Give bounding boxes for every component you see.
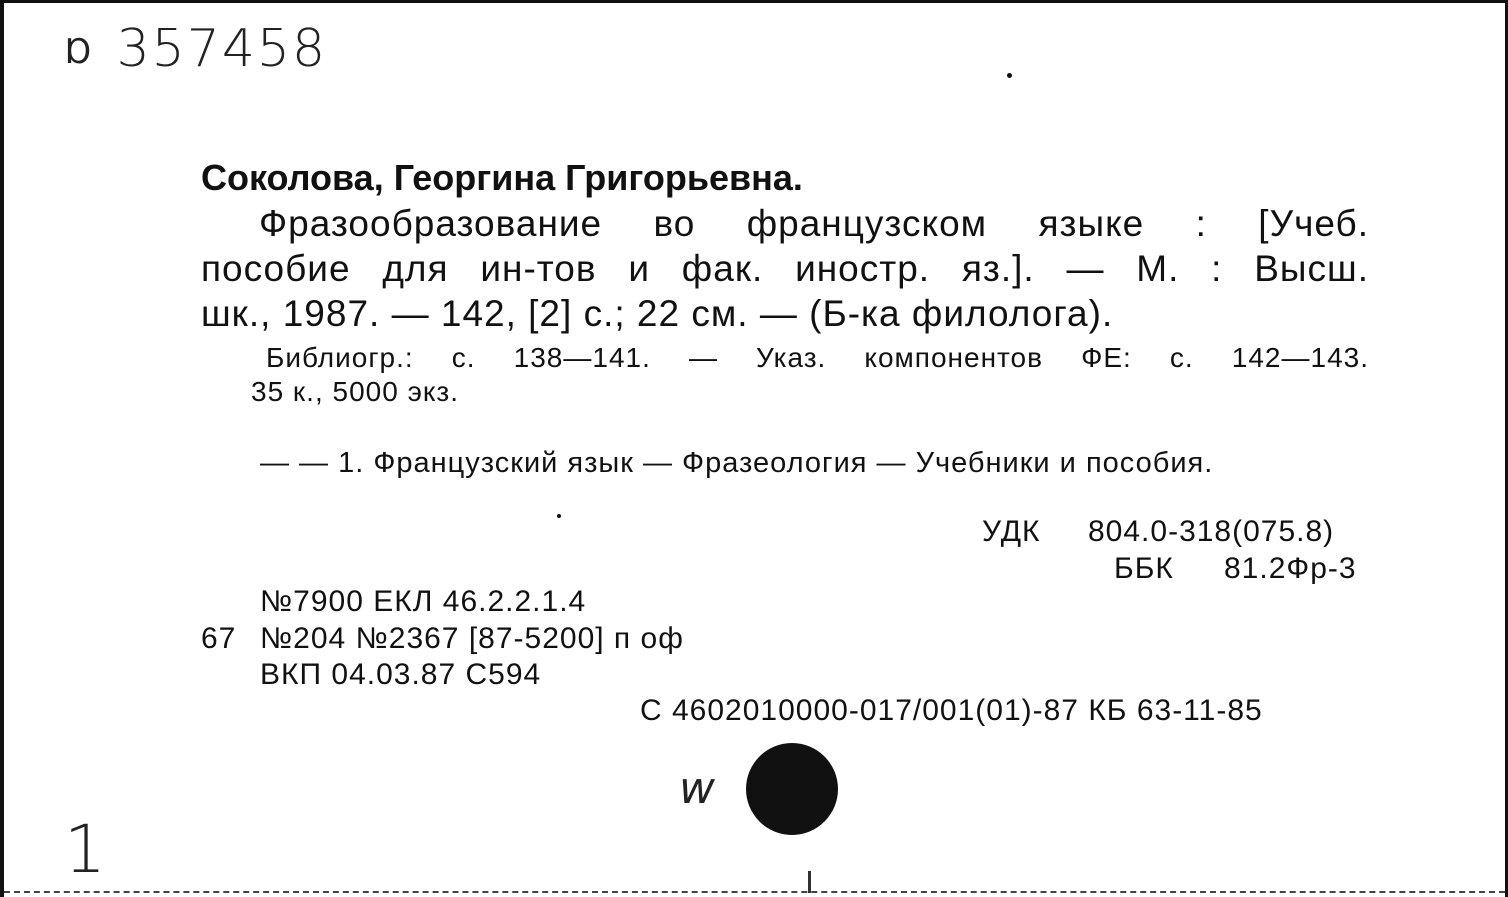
subject-heading: — — 1. Французский язык — Фразеология — Учебники и пособия.	[260, 447, 1214, 479]
notes-line-1: Библиогр.: с. 138—141. — Указ. компонентов ФЕ: с. 142—143.	[266, 342, 1369, 373]
title-line-3: шк., 1987. — 142, [2] с.; 22 см. — (Б-ка филолога).	[201, 293, 1114, 334]
udc-value: 804.0-318(075.8)	[1088, 515, 1335, 548]
handwritten-mark: w	[679, 763, 715, 814]
tech-line-2: №204 №2367 [87-5200] п оф	[260, 622, 684, 655]
bottom-tick-mark	[808, 871, 811, 893]
bbk-label: ББК	[1114, 552, 1174, 585]
title-line-1: Фразообразование во французском языке : [Учеб.	[259, 203, 1369, 244]
handwritten-number: 1	[64, 811, 106, 888]
bbk-value: 81.2Фр-3	[1224, 552, 1357, 585]
speck-dot	[1007, 73, 1012, 78]
tech-line-1: №7900 ЕКЛ 46.2.2.1.4	[260, 585, 587, 618]
udc-label: УДК	[982, 515, 1041, 548]
notes-line-2: 35 к., 5000 экз.	[251, 376, 460, 407]
inventory-digits: 357458	[116, 19, 328, 79]
inventory-prefix: Ɒ	[66, 32, 95, 72]
title-line-2: пособие для ин-тов и фак. иностр. яз.]. — М. : Высш.	[201, 248, 1369, 289]
price-code-line: С 4602010000-017/001(01)-87 КБ 63-11-85	[640, 694, 1263, 727]
inventory-number	[66, 19, 327, 79]
tech-line-2-prefix: 67	[201, 622, 237, 655]
card-bottom-edge	[4, 891, 1505, 893]
author-heading: Соколова, Георгина Григорьевна.	[201, 157, 803, 198]
speck-dot-2	[557, 514, 561, 518]
punch-hole	[746, 743, 838, 835]
tech-line-3: ВКП 04.03.87 С594	[260, 658, 542, 691]
